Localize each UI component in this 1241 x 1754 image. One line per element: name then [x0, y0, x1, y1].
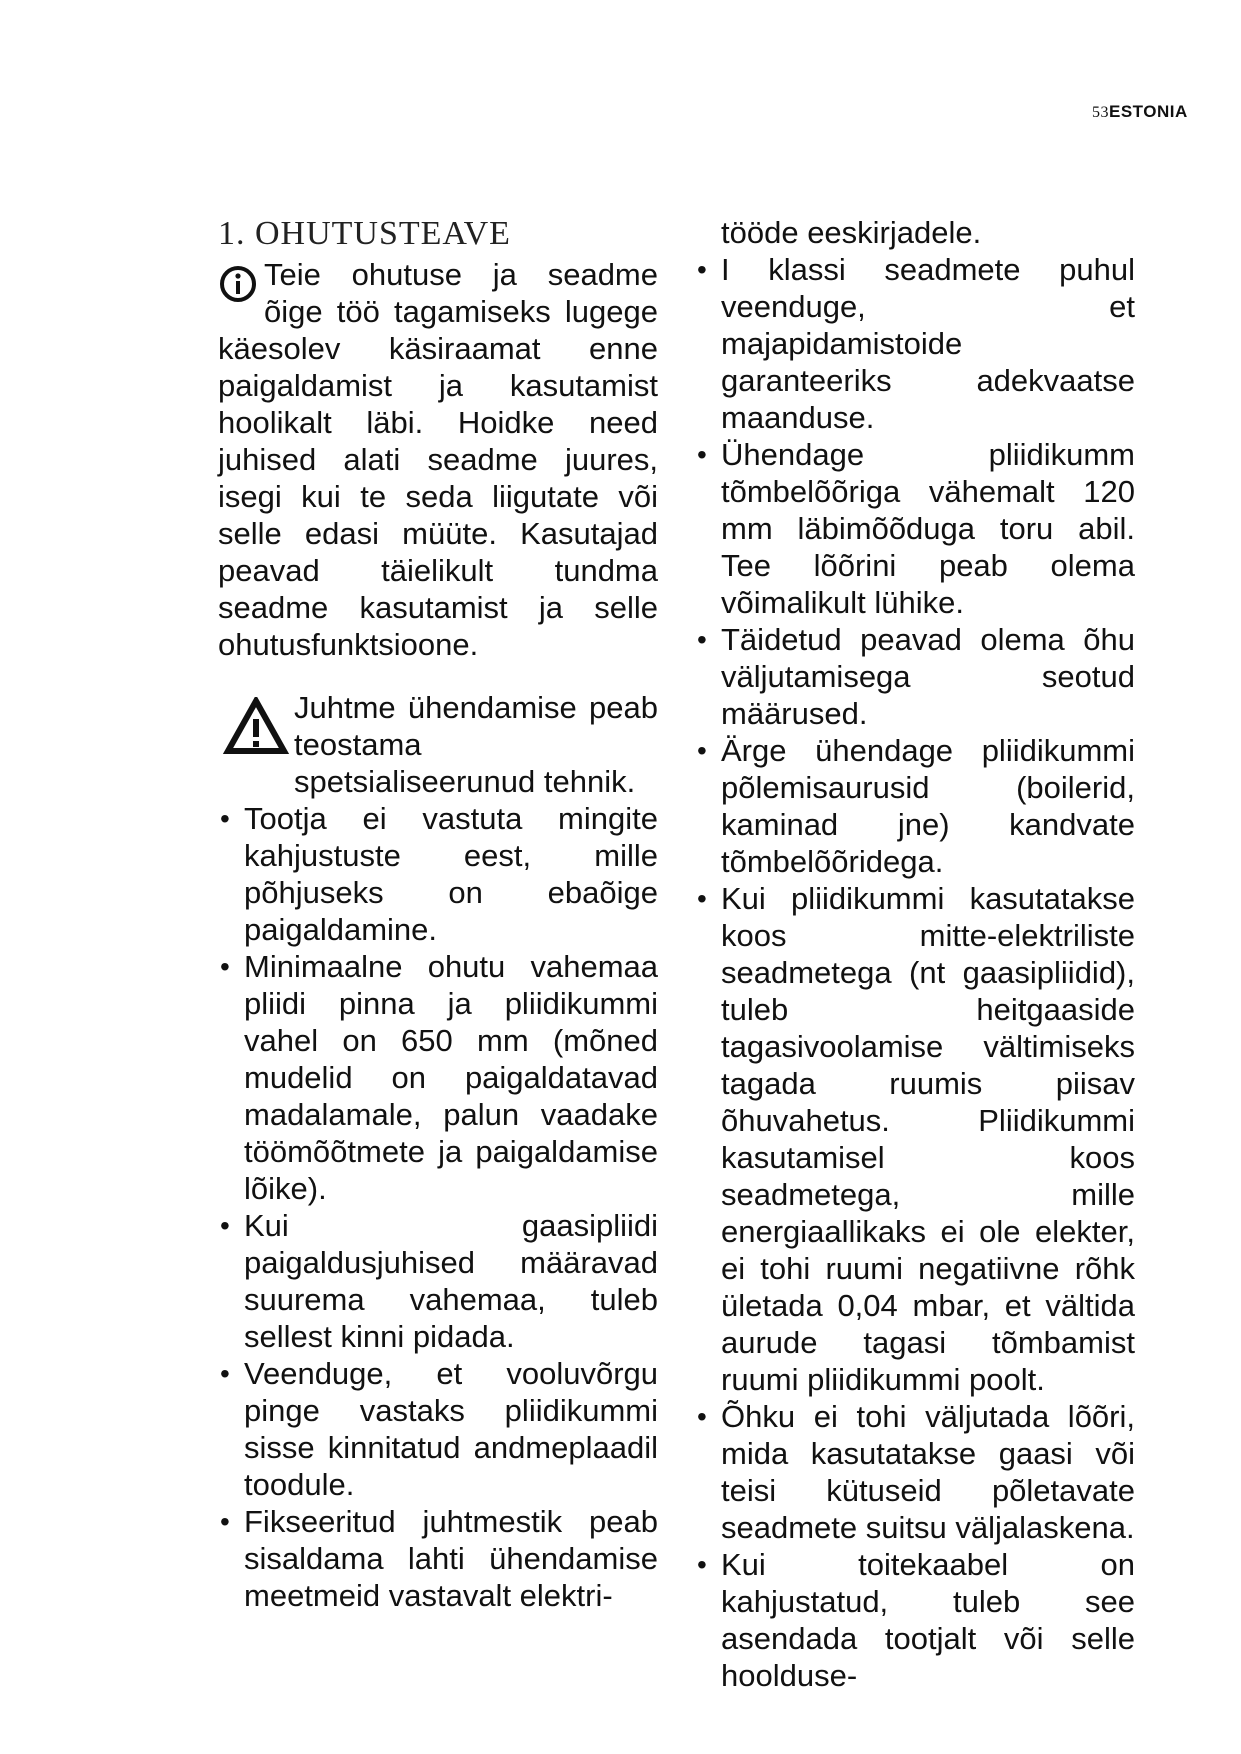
list-item: • Kui gaasipliidi paigaldusjuhised määravad suurema vahemaa, tuleb sellest kinni pidada. — [218, 1207, 658, 1355]
list-item: • Õhku ei tohi väljutada lõõri, mida kasutatakse gaasi või teisi kütuseid põletavate seadmete suitsu väljalaskena. — [695, 1398, 1135, 1546]
list-item: • Tootja ei vastuta mingite kahjustuste eest, mille põhjuseks on ebaõige paigaldamine. — [218, 800, 658, 948]
left-bullet-list — [218, 800, 658, 1614]
info-icon — [218, 264, 258, 304]
warning-notice — [218, 689, 658, 800]
language-label: ESTONIA — [1109, 102, 1188, 121]
list-item: • Ühendage pliidikumm tõmbelõõriga vähemalt 120 mm läbimõõduga toru abil. Tee lõõrini peab olema võimalikult lühike. — [695, 436, 1135, 621]
list-item: • Täidetud peavad olema õhu väljutamisega seotud määrused. — [695, 621, 1135, 732]
safety-notice — [218, 256, 658, 663]
list-item: • Kui toitekaabel on kahjustatud, tuleb see asendada tootjalt või selle hoolduse- — [695, 1546, 1135, 1694]
page-number: 53 — [1092, 104, 1109, 121]
section-title: 1. OHUTUSTEAVE — [218, 215, 511, 252]
list-item: • I klassi seadmete puhul veenduge, et majapidamistoide garanteeriks adekvaatse maanduse. — [695, 251, 1135, 436]
list-item: • Veenduge, et vooluvõrgu pinge vastaks pliidikummi sisse kinnitatud andmeplaadil toodule. — [218, 1355, 658, 1503]
page-header — [1092, 102, 1241, 122]
right-column — [695, 214, 1135, 1694]
list-item: • Kui pliidikummi kasutatakse koos mitte-elektriliste seadmetega (nt gaasipliidid), tuleb heitgaaside tagasivoolamise vältimiseks tagada ruumis piisav õhuvahetus. Pliidikummi kasutamisel koos seadmetega, mille energiaallikaks ei ole elekter, ei tohi ruumi negatiivne rõhk ületada 0,04 mbar, et vältida aurude tagasi tõmbamist ruumi pliidikummi poolt. — [695, 880, 1135, 1398]
intro-text: Teie ohutuse ja seadme õige töö tagamiseks lugege käesolev käsiraamat enne paigaldamist ja kasutamist hoolikalt läbi. Hoidke need juhised alati seadme juures, isegi kui te seda liigutate või selle edasi müüte. Kasutajad peavad täielikult tundma seadme kasutamist ja selle ohutusfunktsioone. — [218, 257, 658, 662]
warning-text: Juhtme ühendamise peab teostama spetsialiseerunud tehnik. — [294, 690, 658, 799]
list-item: • Minimaalne ohutu vahemaa pliidi pinna ja pliidikummi vahel on 650 mm (mõned mudelid on paigaldatavad madalamale, palun vaadake töömõõtmete ja paigaldamise lõike). — [218, 948, 658, 1207]
list-item: • Fikseeritud juhtmestik peab sisaldama lahti ühendamise meetmeid vastavalt elektri- — [218, 1503, 658, 1614]
list-item: • Ärge ühendage pliidikummi põlemisaurusid (boilerid, kaminad jne) kandvate tõmbelõõridega. — [695, 732, 1135, 880]
right-bullet-list — [695, 251, 1135, 1694]
continued-text: tööde eeskirjadele. — [721, 215, 982, 250]
left-column — [218, 214, 658, 1614]
warning-triangle-icon — [218, 689, 294, 757]
